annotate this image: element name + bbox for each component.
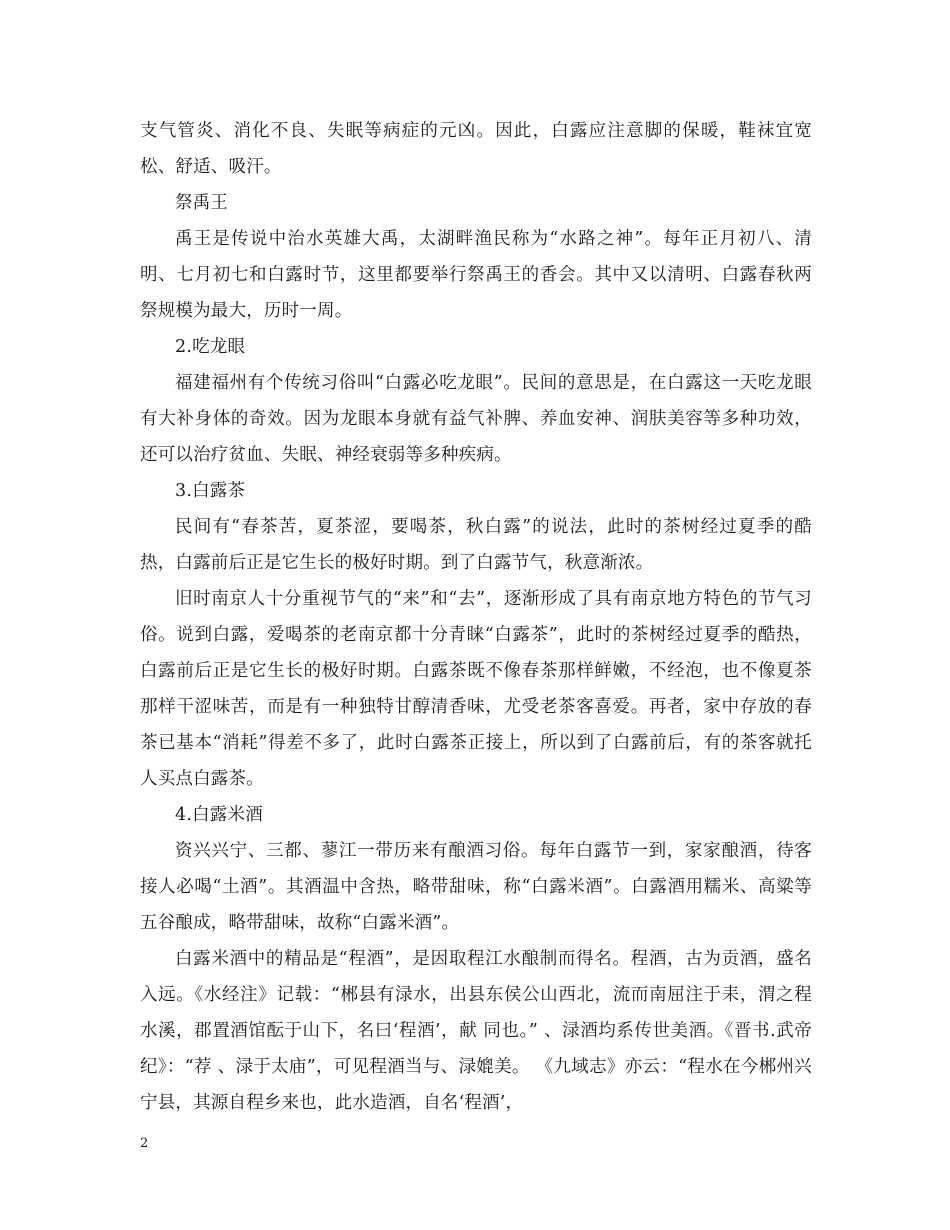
section-heading-longan: 2.吃龙眼 (175, 337, 246, 357)
paragraph-cheng-wine: 白露米酒中的精品是“程酒”，是因取程江水酿制而得名。程酒，古为贡酒，盛名入远。《水经注》记载：“郴县有渌水，出县东侯公山西北，流而南屈注于耒，渭之程水溪，郡置酒馆酝于山下，名曰‘程酒’，献 同也。” 、渌酒均系传世美酒。《晋书.武帝纪》：“荐 、渌于太庙”，可见程酒当与、渌媲美。 《九域志》亦云：“程水在今郴州兴宁县，其源自程乡来也，此水造酒，自名‘程酒’， (140, 949, 812, 1113)
section-heading-ji-yu-wang: 祭禹王 (175, 193, 229, 213)
page-number: 2 (140, 1136, 149, 1151)
paragraph-continuation: 支气管炎、消化不良、失眠等病症的元凶。因此，白露应注意脚的保暖，鞋袜宜宽松、舒适、吸汗。 (140, 121, 812, 177)
section-heading-bailu-tea: 3.白露茶 (175, 481, 246, 501)
paragraph-rice-wine: 资兴兴宁、三都、蓼江一带历来有酿酒习俗。每年白露节一到，家家酿酒，待客接人必喝“土酒”。其酒温中含热，略带甜味，称“白露米酒”。白露酒用糯米、高粱等五谷酿成，略带甜味，故称“白露米酒”。 (140, 841, 812, 933)
body-text (140, 113, 812, 1121)
paragraph-nanjing-tea: 旧时南京人十分重视节气的“来”和“去”，逐渐形成了具有南京地方特色的节气习俗。说到白露，爱喝茶的老南京都十分青睐“白露茶”，此时的茶树经过夏季的酷热，白露前后正是它生长的极好时期。白露茶既不像春茶那样鲜嫩，不经泡，也不像夏茶那样干涩味苦，而是有一种独特甘醇清香味，尤受老茶客喜爱。再者，家中存放的春茶已基本“消耗”得差不多了，此时白露茶正接上，所以到了白露前后，有的茶客就托人买点白露茶。 (140, 589, 812, 789)
paragraph-bailu-tea-saying: 民间有“春茶苦，夏茶涩，要喝茶，秋白露”的说法，此时的茶树经过夏季的酷热，白露前后正是它生长的极好时期。到了白露节气，秋意渐浓。 (140, 517, 812, 573)
paragraph-ji-yu-wang: 禹王是传说中治水英雄大禹，太湖畔渔民称为“水路之神”。每年正月初八、清明、七月初七和白露时节，这里都要举行祭禹王的香会。其中又以清明、白露春秋两祭规模为最大，历时一周。 (140, 229, 812, 321)
paragraph-longan: 福建福州有个传统习俗叫“白露必吃龙眼”。民间的意思是，在白露这一天吃龙眼有大补身体的奇效。因为龙眼本身就有益气补脾、养血安神、润肤美容等多种功效，还可以治疗贫血、失眠、神经衰弱等多种疾病。 (140, 373, 812, 465)
section-heading-rice-wine: 4.白露米酒 (175, 805, 263, 825)
